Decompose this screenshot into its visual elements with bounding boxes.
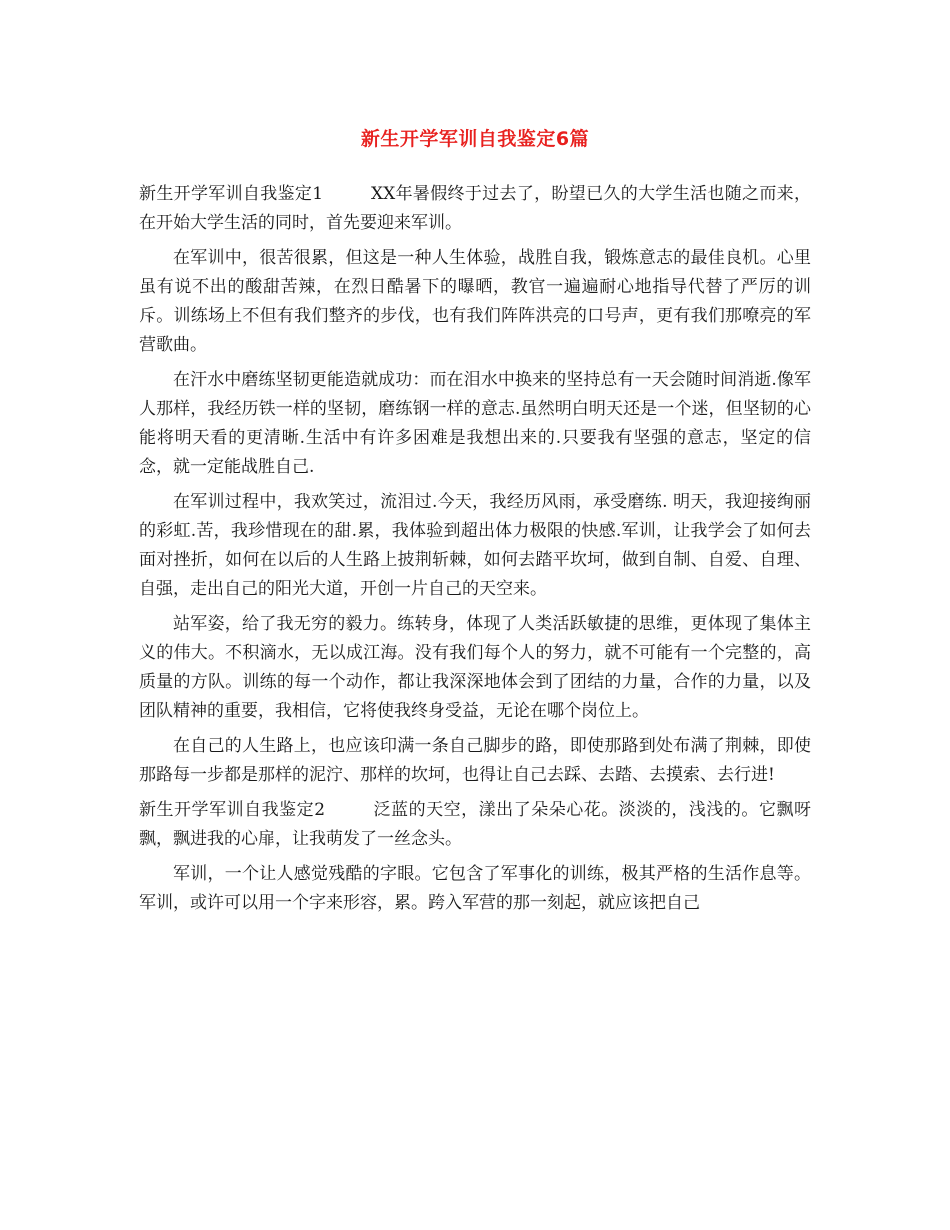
section-1-paragraph-4: 站军姿，给了我无穷的毅力。练转身，体现了人类活跃敏捷的思维，更体现了集体主义的伟大。不积滴水，无以成江海。没有我们每个人的努力，就不可能有一个完整的，高质量的方队。训练的每一个动作，都让我深深地体会到了团结的力量，合作的力量，以及团队精神的重要，我相信，它将使我终身受益，无论在哪个岗位上。: [139, 614, 811, 721]
section-1-heading: 新生开学军训自我鉴定1: [139, 184, 324, 204]
section-1-lead: XX年暑假终于过去了，盼望已久的大学生活也随之而来，在开始大学生活的同时，首先要迎来军训。: [139, 184, 811, 233]
section-1-intro: [139, 180, 811, 238]
section-1-paragraph-2: 在汗水中磨练坚韧更能造就成功：而在泪水中换来的坚持总有一天会随时间消逝.像军人那样，我经历铁一样的坚韧，磨练钢一样的意志.虽然明白明天还是一个迷，但坚韧的心能将明天看的更清晰.生活中有许多困难是我想出来的.只要我有坚强的意志，坚定的信念，就一定能战胜自己.: [139, 370, 811, 477]
section-2-lead: 泛蓝的天空，漾出了朵朵心花。淡淡的，浅浅的。它飘呀飘，飘进我的心扉，让我萌发了一丝念头。: [139, 800, 811, 849]
section-2-heading: 新生开学军训自我鉴定2: [139, 800, 326, 820]
section-1-paragraph-3: 在军训过程中，我欢笑过，流泪过.今天，我经历风雨，承受磨练. 明天，我迎接绚丽的彩虹.苦，我珍惜现在的甜.累，我体验到超出体力极限的快感.军训，让我学会了如何去面对挫折，如何在以后的人生路上披荆斩棘，如何去踏平坎坷，做到自制、自爱、自理、自强，走出自己的阳光大道，开创一片自己的天空来。: [139, 492, 811, 599]
document-body: [139, 180, 811, 924]
document-title: 新生开学军训自我鉴定6篇: [360, 128, 590, 150]
section-1-paragraph-1: 在军训中，很苦很累，但这是一种人生体验，战胜自我，锻炼意志的最佳良机。心里虽有说不出的酸甜苦辣，在烈日酷暑下的曝晒，教官一遍遍耐心地指导代替了严厉的训斥。训练场上不但有我们整齐的步伐，也有我们阵阵洪亮的口号声，更有我们那嘹亮的军营歌曲。: [139, 248, 811, 355]
section-2-intro: [139, 796, 811, 854]
section-2-paragraph-1: 军训，一个让人感觉残酷的字眼。它包含了军事化的训练，极其严格的生活作息等。军训，或许可以用一个字来形容，累。跨入军营的那一刻起，就应该把自己: [139, 864, 811, 913]
section-1-paragraph-5: 在自己的人生路上，也应该印满一条自己脚步的路，即使那路到处布满了荆棘，即使那路每一步都是那样的泥泞、那样的坎坷，也得让自己去踩、去踏、去摸索、去行进!: [139, 736, 811, 785]
